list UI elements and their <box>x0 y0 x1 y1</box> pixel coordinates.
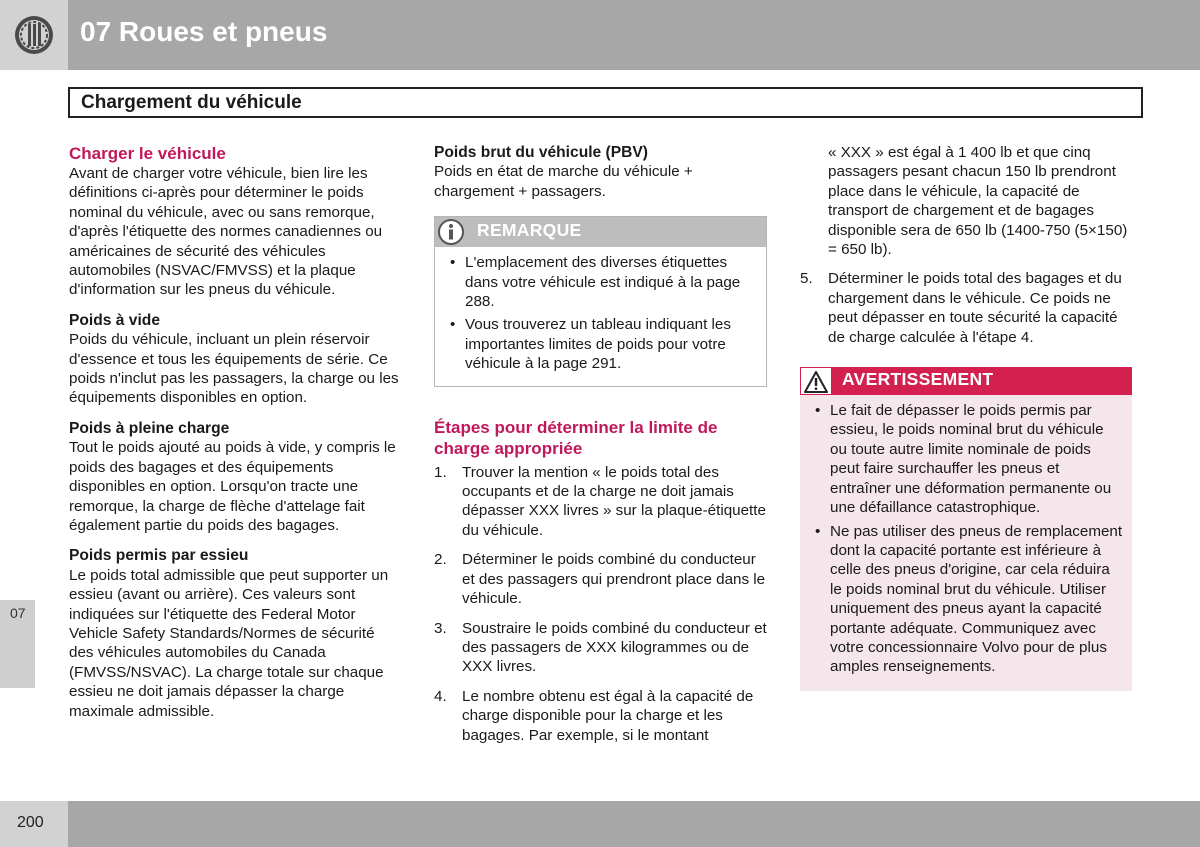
warning-title: AVERTISSEMENT <box>842 369 994 390</box>
term-pbv: Poids brut du véhicule (PBV) <box>434 144 649 161</box>
chapter-tab-label: 07 <box>10 605 26 621</box>
warning-header <box>800 367 1132 395</box>
term-poids-par-essieu: Poids permis par essieu <box>69 547 249 565</box>
steps-list <box>434 463 767 745</box>
bullet-dot: • <box>815 402 821 420</box>
step-number: 5. <box>800 270 813 288</box>
step-number: 1. <box>434 463 447 481</box>
column-1 <box>69 143 403 721</box>
note-item <box>439 315 756 373</box>
step-text: Le nombre obtenu est égal à la capacité de charge disponible pour la charge et les bagages. Par exemple, si le montant <box>462 687 754 744</box>
bullet-dot: • <box>450 316 456 334</box>
warning-item-text: Le fait de dépasser le poids permis par essieu, le poids nominal brut du véhicule ou toute autre limite nominale de poids peut faire surchauffer les pneus et entraîner une déformation permanente ou une défaillance catastrophique. <box>830 402 1112 517</box>
note-item <box>439 253 756 311</box>
step-text: Déterminer le poids total des bagages et du chargement dans le véhicule. Ce poids ne peut dépasser en toute sécurité la capacité de charge calculée à l'étape 4. <box>828 270 1122 346</box>
section-title-text: Chargement du véhicule <box>81 92 302 113</box>
steps-list-cont <box>800 269 1132 347</box>
warning-item <box>804 522 1124 677</box>
warning-list <box>804 401 1124 677</box>
note-header <box>435 217 766 247</box>
note-list <box>439 253 756 373</box>
note-body <box>435 247 766 385</box>
note-item-text: L'emplacement des diverses étiquettes dans votre véhicule est indiqué à la page 288. <box>465 254 741 311</box>
chapter-title: 07 Roues et pneus <box>80 16 328 47</box>
warning-item <box>804 401 1124 517</box>
column-3 <box>800 143 1132 691</box>
note-title: REMARQUE <box>477 220 582 241</box>
info-icon <box>437 218 465 246</box>
note-item-text: Vous trouverez un tableau indiquant les importantes limites de poids pour votre véhicule à la page 291. <box>465 316 731 373</box>
def-poids-pleine-charge: Tout le poids ajouté au poids à vide, y compris le poids des bagages et des équipements disponibles en option. Lorsqu'on tracte une remorque, la charge de flèche d'attelage fait également partie du poids des bagages. <box>69 439 396 534</box>
term-poids-a-vide: Poids à vide <box>69 311 160 329</box>
note-box <box>434 216 767 386</box>
tire-icon <box>13 14 55 56</box>
step-item <box>434 463 767 541</box>
step-text: Déterminer le poids combiné du conducteur et des passagers qui prendront place dans le véhicule. <box>462 551 766 608</box>
footer-bar <box>68 801 1200 847</box>
step-item <box>434 550 767 608</box>
heading-charger-vehicule: Charger le véhicule <box>69 144 226 163</box>
term-poids-pleine-charge: Poids à pleine charge <box>69 419 230 437</box>
step-number: 2. <box>434 551 447 569</box>
warning-icon-box <box>800 367 832 395</box>
warning-item-text: Ne pas utiliser des pneus de remplacement dont la capacité portante est inférieure à celle des pneus d'origine, car cela réduira le poids nominal brut du véhicule. Utiliser uniquement des pneus ayant la capacité portante adéquate. Communiquez avec votre concessionnaire Volvo pour de plus amples renseignements. <box>830 522 1123 676</box>
step-number: 4. <box>434 687 447 705</box>
step-item <box>800 269 1132 347</box>
header-icon-box <box>0 0 68 70</box>
bullet-dot: • <box>815 522 821 540</box>
bullet-dot: • <box>450 254 456 272</box>
step-text: Trouver la mention « le poids total des occupants et de la charge ne doit jamais dépasser XXX livres » sur la plaque-étiquette du véhicule. <box>462 463 766 539</box>
def-pbv: Poids en état de marche du véhicule + chargement + passagers. <box>434 163 693 200</box>
column-2 <box>434 143 767 755</box>
warning-box <box>800 367 1132 691</box>
def-poids-a-vide: Poids du véhicule, incluant un plein réservoir d'essence et tous les équipements de série. Ce poids n'inclut pas les passagers, la charge ou les équipements disponibles en option. <box>69 331 399 407</box>
def-poids-par-essieu: Le poids total admissible que peut supporter un essieu (avant ou arrière). Ces valeurs sont indiquées sur l'étiquette des Federal Motor Vehicle Safety Standards/Normes de sécurité des véhicules automobiles du Canada (FMVSS/NSVAC). La charge totale sur chaque essieu ne doit jamais dépasser la charge maximale admissible. <box>69 566 389 720</box>
page-number: 200 <box>17 814 44 831</box>
step-number: 3. <box>434 619 447 637</box>
step4-continuation: « XXX » est égal à 1 400 lb et que cinq passagers pesant chacun 150 lb prendront place dans le véhicule, la capacité de transport de chargement et de bagages disponible sera de 650 lb (1400-750 (5×150) = 650 lb). <box>828 144 1128 259</box>
step-item <box>434 687 767 745</box>
step-item <box>434 619 767 677</box>
heading-etapes: Étapes pour déterminer la limite de charge appropriée <box>434 417 718 458</box>
intro-paragraph: Avant de charger votre véhicule, bien lire les définitions ci-après pour déterminer le poids nominal du véhicule, avec ou sans remorque, d'après l'étiquette des normes canadiennes ou américaines de sécurité des véhicules automobiles (NSVAC/FMVSS) et la plaque d'information sur les pneus du véhicule. <box>69 165 383 299</box>
section-title <box>68 87 1143 118</box>
warning-body <box>800 395 1132 691</box>
warning-triangle-icon <box>803 370 829 394</box>
step-text: Soustraire le poids combiné du conducteur et des passagers de XXX kilogrammes ou de XXX livres. <box>462 619 767 676</box>
